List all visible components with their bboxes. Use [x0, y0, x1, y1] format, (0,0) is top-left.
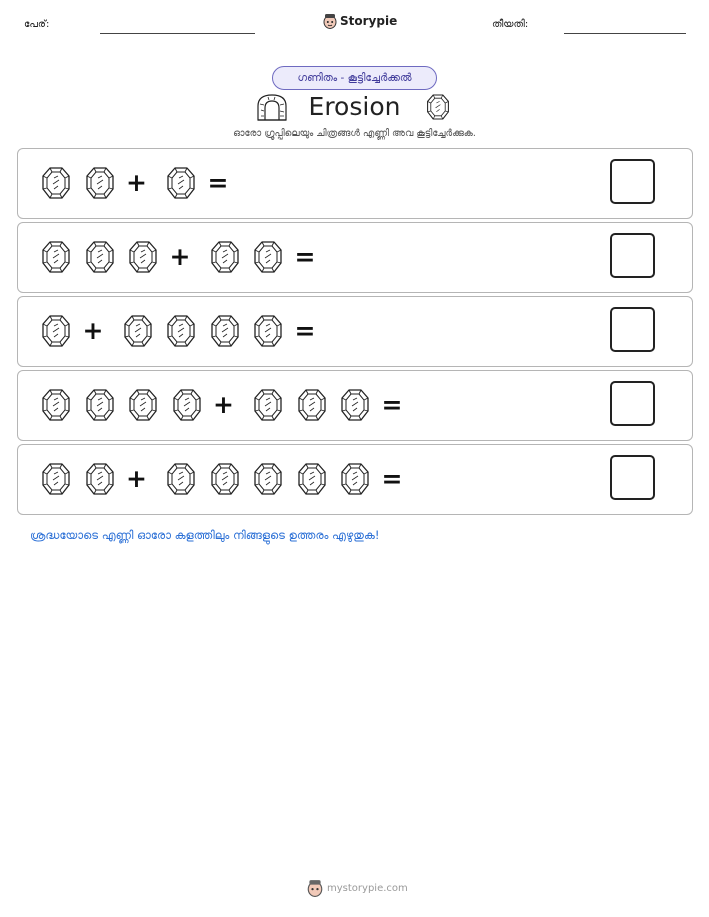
answer-box[interactable]	[610, 381, 655, 426]
gem-icon	[340, 388, 370, 422]
mascot-icon	[323, 13, 337, 29]
mascot-icon	[307, 879, 323, 897]
problem-items	[18, 149, 598, 218]
answer-box[interactable]	[610, 233, 655, 278]
problem-items	[18, 297, 598, 366]
problem-items	[18, 445, 598, 514]
gem-icon	[128, 240, 158, 274]
gem-icon	[41, 240, 71, 274]
gem-icon	[297, 462, 327, 496]
answer-box[interactable]	[610, 455, 655, 500]
date-label: തീയതി:	[492, 19, 529, 30]
gem-icon	[253, 314, 283, 348]
instruction-text: ഓരോ ഗ്രൂപ്പിലെയും ചിത്രങ്ങൾ എണ്ണി അവ കൂട്ടിച്ചേർക്കുക.	[233, 128, 476, 139]
plus-sign: +	[126, 464, 147, 493]
gem-icon	[297, 388, 327, 422]
gem-icon	[340, 462, 370, 496]
problem-row	[17, 444, 693, 515]
equals-sign: =	[294, 242, 316, 271]
plus-sign: +	[82, 316, 104, 345]
equals-sign: =	[381, 464, 403, 493]
date-line[interactable]	[564, 33, 686, 34]
gem-icon	[253, 462, 283, 496]
site-footer	[307, 879, 408, 897]
site-url: mystorypie.com	[327, 882, 408, 894]
gem-icon	[172, 388, 202, 422]
problem-row	[17, 296, 693, 367]
footer-note: ശ്രദ്ധയോടെ എണ്ണി ഓരോ കളത്തിലും നിങ്ങളുടെ ഉത്തരം എഴുതുക!	[30, 528, 380, 542]
subject-badge: ഗണിതം - കൂട്ടിച്ചേർക്കൽ	[272, 66, 437, 90]
brand-name: Storypie	[340, 14, 398, 28]
gem-icon	[41, 166, 71, 200]
gem-icon	[85, 388, 115, 422]
gem-icon	[166, 314, 196, 348]
gem-icon	[210, 462, 240, 496]
gem-icon	[41, 462, 71, 496]
page-title: Erosion	[308, 92, 401, 121]
gem-icon	[166, 462, 196, 496]
gem-icon	[41, 314, 71, 348]
equals-sign: =	[294, 316, 316, 345]
brand-logo	[323, 13, 397, 29]
answer-box[interactable]	[610, 159, 655, 204]
gem-icon	[123, 314, 153, 348]
gem-icon	[253, 388, 283, 422]
equals-sign: =	[207, 168, 229, 197]
problem-row	[17, 222, 693, 293]
gem-icon	[85, 462, 115, 496]
problem-row	[17, 370, 693, 441]
gem-icon	[128, 388, 158, 422]
plus-sign: +	[169, 242, 191, 271]
gem-icon	[210, 240, 240, 274]
name-label: പേര്:	[24, 19, 50, 30]
answer-box[interactable]	[610, 307, 655, 352]
plus-sign: +	[126, 168, 147, 197]
gem-icon	[426, 93, 450, 121]
problem-items	[18, 223, 598, 292]
gem-icon	[85, 240, 115, 274]
equals-sign: =	[381, 390, 403, 419]
gem-icon	[210, 314, 240, 348]
name-line[interactable]	[100, 33, 255, 34]
gem-icon	[41, 388, 71, 422]
problem-items	[18, 371, 598, 440]
gem-icon	[166, 166, 196, 200]
gem-icon	[253, 240, 283, 274]
gem-icon	[85, 166, 115, 200]
problem-row	[17, 148, 693, 219]
plus-sign: +	[213, 390, 234, 419]
